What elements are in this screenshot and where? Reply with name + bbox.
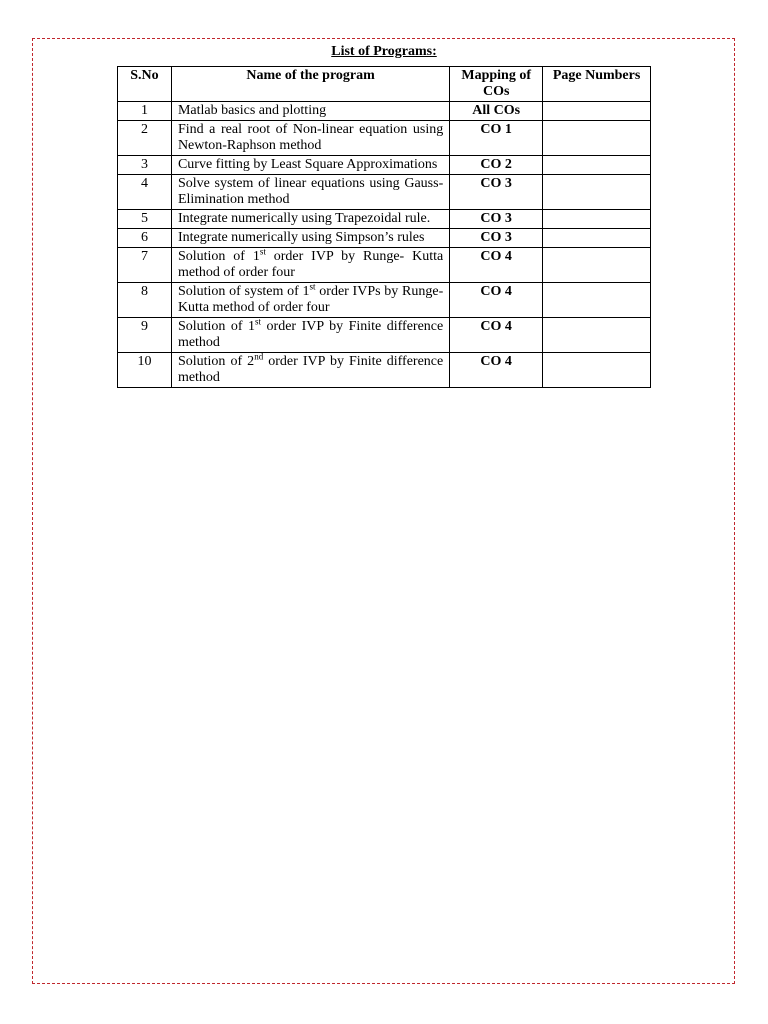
table-body [118,102,651,388]
table-row [118,102,651,121]
cell-program-name [171,283,449,318]
cell-co-mapping: CO 3 [450,229,543,248]
program-name-text: Curve fitting by Least Square Approximations [177,157,438,172]
program-name-text: Integrate numerically using Trapezoidal rule. [177,211,431,226]
cell-page-number [543,121,651,156]
cell-program-name [171,353,449,388]
program-name-text: Matlab basics and plotting [177,103,327,118]
header-mapping: Mapping of COs [450,67,543,102]
program-name-text: Solution of system of 1 [177,284,310,299]
program-name-text: Solution of 2 [177,354,255,369]
cell-sno: 5 [118,210,172,229]
table-row [118,248,651,283]
cell-co-mapping: CO 3 [450,175,543,210]
cell-sno: 3 [118,156,172,175]
program-name-text: order IVP by Runge- Kutta method of order four [177,249,444,280]
cell-program-name [171,102,449,121]
cell-sno: 9 [118,318,172,353]
cell-page-number [543,210,651,229]
programs-table [117,66,651,388]
cell-page-number [543,175,651,210]
program-name-text: order IVP by Finite difference method [177,319,444,350]
cell-program-name [171,175,449,210]
program-name-text: Solution of 1 [177,249,260,264]
cell-page-number [543,229,651,248]
program-name-text: Solve system of linear equations using Gauss-Elimination method [177,176,444,207]
program-name-text: order IVP by Finite difference method [177,354,444,385]
table-row [118,121,651,156]
program-name-text: Integrate numerically using Simpson’s rules [177,230,425,245]
table-row [118,353,651,388]
table-row [118,156,651,175]
ordinal-suffix: st [309,281,316,292]
cell-co-mapping: All COs [450,102,543,121]
table-row [118,210,651,229]
header-name: Name of the program [171,67,449,102]
cell-page-number [543,102,651,121]
cell-co-mapping: CO 4 [450,353,543,388]
cell-sno: 1 [118,102,172,121]
cell-program-name [171,210,449,229]
cell-sno: 10 [118,353,172,388]
header-page-numbers: Page Numbers [543,67,651,102]
table-row [118,318,651,353]
ordinal-suffix: st [255,316,262,327]
cell-program-name [171,229,449,248]
cell-page-number [543,283,651,318]
program-name-text: Solution of 1 [177,319,256,334]
cell-page-number [543,156,651,175]
table-row [118,283,651,318]
cell-co-mapping: CO 4 [450,248,543,283]
cell-page-number [543,248,651,283]
cell-co-mapping: CO 3 [450,210,543,229]
program-name-text: order IVPs by Runge- Kutta method of order four [177,284,444,315]
cell-program-name [171,318,449,353]
cell-co-mapping: CO 1 [450,121,543,156]
ordinal-suffix: st [259,246,266,257]
cell-sno: 7 [118,248,172,283]
cell-page-number [543,318,651,353]
table-row [118,229,651,248]
cell-co-mapping: CO 2 [450,156,543,175]
table-header-row [118,67,651,102]
cell-sno: 2 [118,121,172,156]
cell-co-mapping: CO 4 [450,283,543,318]
cell-program-name [171,121,449,156]
cell-program-name [171,248,449,283]
cell-sno: 8 [118,283,172,318]
table-row [118,175,651,210]
program-name-text: Find a real root of Non-linear equation using Newton-Raphson method [177,122,444,153]
cell-co-mapping: CO 4 [450,318,543,353]
ordinal-suffix: nd [254,351,264,362]
header-sno: S.No [118,67,172,102]
cell-sno: 4 [118,175,172,210]
cell-sno: 6 [118,229,172,248]
cell-program-name [171,156,449,175]
page-title: List of Programs: [331,44,437,59]
cell-page-number [543,353,651,388]
